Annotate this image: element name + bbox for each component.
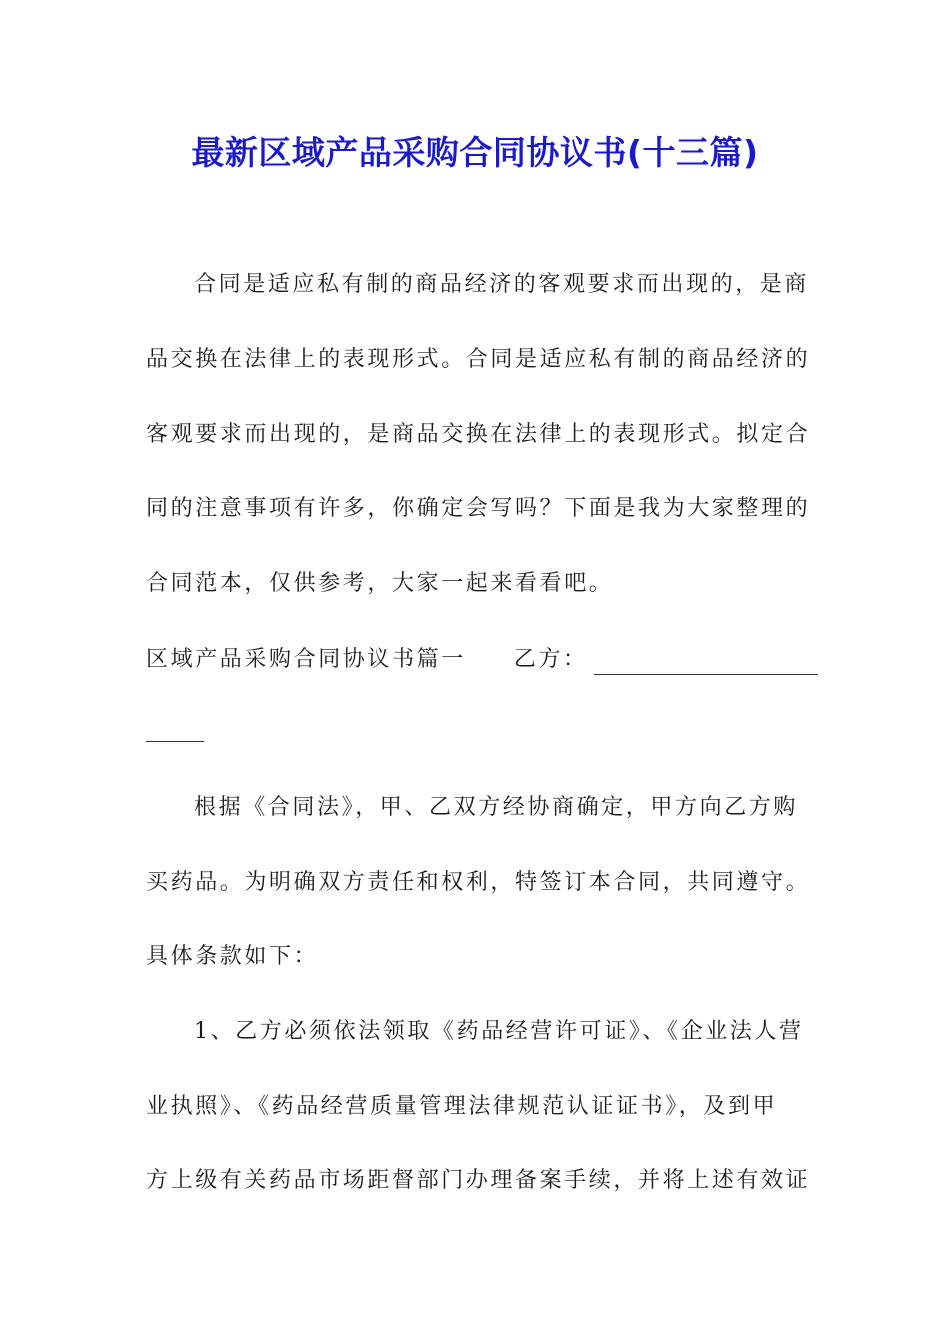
signature-line-continuation	[146, 741, 204, 742]
party-b-label: 乙方：	[513, 647, 588, 672]
intro-line-5: 合同范本，仅供参考，大家一起来看看吧。	[146, 571, 614, 596]
clause1-line-1: 1、乙方必须依法领取《药品经营许可证》、《企业法人营	[194, 1019, 804, 1044]
section-heading: 区域产品采购合同协议书篇一	[146, 647, 466, 672]
para1-line-3: 具体条款如下：	[146, 944, 319, 969]
intro-line-4: 同的注意事项有许多，你确定会写吗？下面是我为大家整理的	[146, 496, 811, 521]
intro-line-2: 品交换在法律上的表现形式。合同是适应私有制的商品经济的	[146, 347, 811, 372]
document-title: 最新区域产品采购合同协议书(十三篇)	[191, 133, 759, 172]
para1-line-2: 买药品。为明确双方责任和权利，特签订本合同，共同遵守。	[146, 870, 811, 895]
intro-line-1: 合同是适应私有制的商品经济的客观要求而出现的，是商	[194, 272, 810, 297]
para1-line-1: 根据《合同法》，甲、乙双方经协商确定，甲方向乙方购	[194, 795, 799, 820]
clause1-line-2: 业执照》、《药品经营质量管理法律规范认证证书》，及到甲	[146, 1094, 778, 1119]
party-b-signature-line	[594, 652, 818, 675]
intro-line-3: 客观要求而出现的，是商品交换在法律上的表现形式。拟定合	[146, 422, 811, 447]
clause1-line-3: 方上级有关药品市场距督部门办理备案手续，并将上述有效证	[146, 1168, 811, 1193]
section-heading-row	[146, 645, 806, 675]
